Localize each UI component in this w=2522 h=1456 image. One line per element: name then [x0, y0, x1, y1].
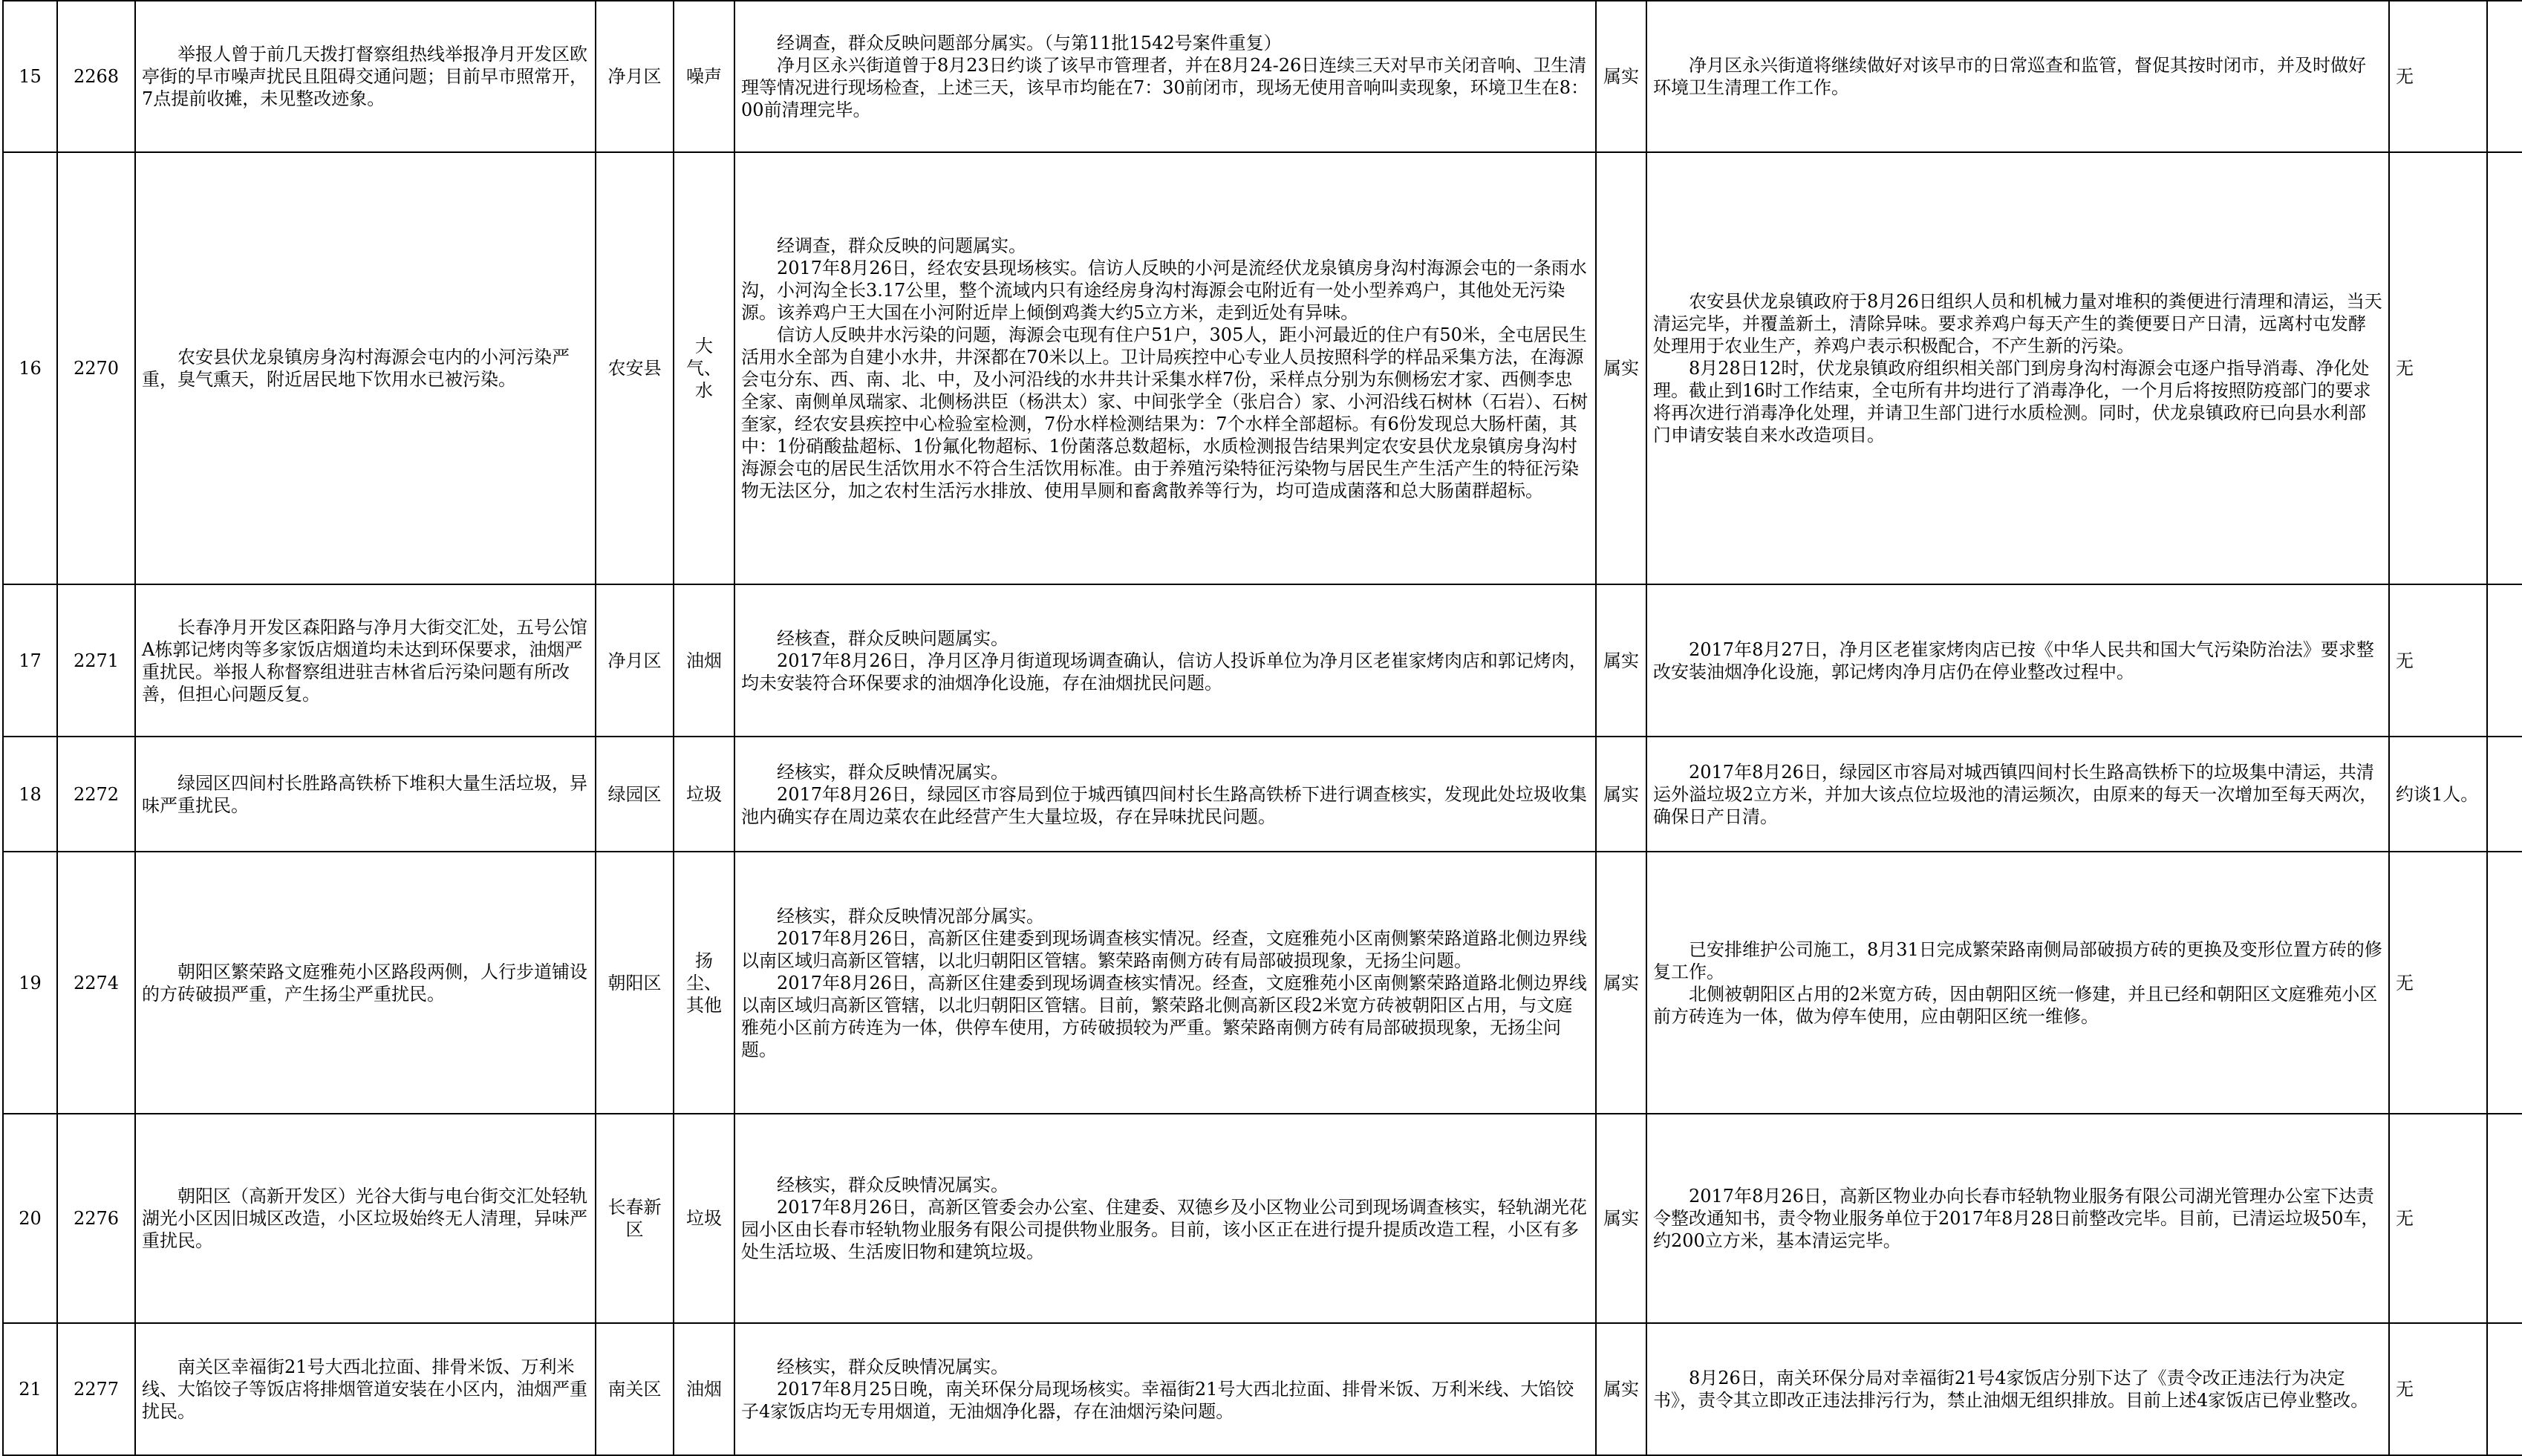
- investigation-paragraph: 2017年8月26日，绿园区市容局到位于城西镇四间村长生路高铁桥下进行调查核实，发现此处垃圾收集池内确实存在周边菜农在此经营产生大量垃圾，存在异味扰民问题。: [741, 783, 1587, 827]
- investigation-text: [734, 1114, 1596, 1323]
- verdict: 属实: [1596, 584, 1646, 737]
- accountability: 无: [2389, 152, 2487, 584]
- accountability: 无: [2389, 1323, 2487, 1455]
- extra-cell-1: [2487, 1114, 2522, 1323]
- complaint-paragraph: 农安县伏龙泉镇房身沟村海源会屯内的小河污染严重，臭气熏天，附近居民地下饮用水已被污染。: [142, 347, 570, 390]
- pollution-type: 垃圾: [674, 737, 734, 852]
- row-number: 15: [3, 1, 57, 152]
- rectification-paragraph: 2017年8月27日，净月区老崔家烤肉店已按《中华人民共和国大气污染防治法》要求整改安装油烟净化设施，郭记烤肉净月店仍在停业整改过程中。: [1653, 639, 2374, 682]
- verdict: 属实: [1596, 1114, 1646, 1323]
- rectification-paragraph: 2017年8月26日，高新区物业办向长春市轻轨物业服务有限公司湖光管理办公室下达责令整改通知书，责令物业服务单位于2017年8月28日前整改完毕。目前，已清运垃圾50车，约200立方米，基本清运完毕。: [1653, 1186, 2379, 1251]
- row-number: 17: [3, 584, 57, 737]
- complaint-paragraph: 朝阳区繁荣路文庭雅苑小区路段两侧，人行步道铺设的方砖破损严重，产生扬尘严重扰民。: [142, 961, 587, 1005]
- investigation-paragraph: 2017年8月26日，高新区住建委到现场调查核实情况。经查，文庭雅苑小区南侧繁荣路道路北侧边界线以南区域归高新区管辖，以北归朝阳区管辖。繁荣路南侧方砖有局部破损现象，无扬尘问题。: [741, 927, 1587, 971]
- table-row: [3, 852, 2522, 1114]
- investigation-text: [734, 152, 1596, 584]
- complaint-paragraph: 举报人曾于前几天拨打督察组热线举报净月开发区欧亭街的早市噪声扰民且阻碍交通问题；目前早市照常开，7点提前收摊，未见整改迹象。: [142, 44, 587, 109]
- rectification-paragraph: 已安排维护公司施工，8月31日完成繁荣路南侧局部破损方砖的更换及变形位置方砖的修复工作。: [1653, 938, 2382, 982]
- complaint-paragraph: 长春净月开发区森阳路与净月大街交汇处，五号公馆A栋郭记烤肉等多家饭店烟道均未达到环保要求，油烟严重扰民。举报人称督察组进驻吉林省后污染问题有所改善，但担心问题反复。: [142, 616, 587, 705]
- complaint-text: [135, 737, 596, 852]
- rectification-paragraph: 2017年8月26日，绿园区市容局对城西镇四间村长生路高铁桥下的垃圾集中清运，共清运外溢垃圾2立方米，并加大该点位垃圾池的清运频次，由原来的每天一次增加至每天两次，确保日产日清。: [1653, 761, 2378, 827]
- pollution-type: 垃圾: [674, 1114, 734, 1323]
- investigation-paragraph: 2017年8月25日晚，南关环保分局现场核实。幸福街21号大西北拉面、排骨米饭、万利米线、大馅饺子4家饭店均无专用烟道，无油烟净化器，存在油烟污染问题。: [741, 1379, 1574, 1422]
- table-row: [3, 737, 2522, 852]
- extra-cell-1: [2487, 152, 2522, 584]
- investigation-paragraph: 经调查，群众反映问题部分属实。（与第11批1542号案件重复）: [777, 33, 1282, 53]
- complaint-text: [135, 1114, 596, 1323]
- row-number: 18: [3, 737, 57, 852]
- rectification-text: [1646, 1, 2389, 152]
- investigation-paragraph: 净月区永兴街道曾于8月23日约谈了该早市管理者，并在8月24-26日连续三天对早市关闭音响、卫生清理等情况进行现场检查，上述三天，该早市均能在7：30前闭市，现场无使用音响叫卖现象，环境卫生在8：00前清理完毕。: [741, 55, 1589, 120]
- investigation-text: [734, 1, 1596, 152]
- rectification-text: [1646, 584, 2389, 737]
- rectification-text: [1646, 152, 2389, 584]
- accountability: 无: [2389, 1114, 2487, 1323]
- case-id: 2271: [57, 584, 135, 737]
- investigation-paragraph: 2017年8月26日，净月区净月街道现场调查确认，信访人投诉单位为净月区老崔家烤肉店和郭记烤肉，均未安装符合环保要求的油烟净化设施，存在油烟扰民问题。: [741, 650, 1587, 693]
- verdict: 属实: [1596, 852, 1646, 1114]
- investigation-paragraph: 2017年8月26日，高新区住建委到现场调查核实情况。经查，文庭雅苑小区南侧繁荣路道路北侧边界线以南区域归高新区管辖，以北归朝阳区管辖。目前，繁荣路北侧高新区段2米宽方砖被朝阳区占用，与文庭雅苑小区前方砖连为一体，供停车使用，方砖破损较为严重。繁荣路南侧方砖有局部破损现象，无扬尘问题。: [741, 972, 1587, 1060]
- case-id: 2276: [57, 1114, 135, 1323]
- accountability: 无: [2389, 584, 2487, 737]
- case-table: [2, 0, 2522, 1456]
- case-id: 2270: [57, 152, 135, 584]
- complaint-paragraph: 南关区幸福街21号大西北拉面、排骨米饭、万利米线、大馅饺子等饭店将排烟管道安装在小区内，油烟严重扰民。: [142, 1357, 587, 1422]
- rectification-paragraph: 8月26日，南关环保分局对幸福街21号4家饭店分别下达了《责令改正违法行为决定书》，责令其立即改正违法排污行为，禁止油烟无组织排放。目前上述4家饭店已停业整改。: [1653, 1368, 2369, 1411]
- case-id: 2277: [57, 1323, 135, 1455]
- investigation-paragraph: 经核实，群众反映情况属实。: [777, 1175, 1009, 1195]
- accountability: 约谈1人。: [2389, 737, 2487, 852]
- rectification-paragraph: 8月28日12时，伏龙泉镇政府组织相关部门到房身沟村海源会屯逐户指导消毒、净化处理。截止到16时工作结束，全屯所有井均进行了消毒净化，一个月后将按照防疫部门的要求将再次进行消毒净化处理，并请卫生部门进行水质检测。同时，伏龙泉镇政府已向县水利部门申请安装自来水改造项目。: [1653, 358, 2371, 445]
- complaint-paragraph: 绿园区四间村长胜路高铁桥下堆积大量生活垃圾，异味严重扰民。: [142, 772, 587, 816]
- investigation-text: [734, 852, 1596, 1114]
- pollution-type: 油烟: [674, 1323, 734, 1455]
- row-number: 20: [3, 1114, 57, 1323]
- table-row: [3, 1, 2522, 152]
- district: 长春新区: [596, 1114, 674, 1323]
- investigation-text: [734, 1323, 1596, 1455]
- extra-cell-1: [2487, 852, 2522, 1114]
- rectification-text: [1646, 737, 2389, 852]
- district: 绿园区: [596, 737, 674, 852]
- rectification-text: [1646, 852, 2389, 1114]
- case-rows: [3, 1, 2522, 1455]
- district: 净月区: [596, 1, 674, 152]
- rectification-paragraph: 农安县伏龙泉镇政府于8月26日组织人员和机械力量对堆积的粪便进行清理和清运，当天清运完毕，并覆盖新土，清除异味。要求养鸡户每天产生的粪便要日产日清，远离村屯发酵处理用于农业生产，养鸡户表示积极配合，不产生新的污染。: [1653, 291, 2382, 356]
- pollution-type: 油烟: [674, 584, 734, 737]
- complaint-text: [135, 584, 596, 737]
- table-row: [3, 152, 2522, 584]
- investigation-paragraph: 经核实，群众反映情况部分属实。: [777, 905, 1044, 927]
- investigation-paragraph: 经调查，群众反映的问题属实。: [777, 235, 1026, 256]
- row-number: 21: [3, 1323, 57, 1455]
- pollution-type: 噪声: [674, 1, 734, 152]
- pollution-type: 大气、水: [674, 152, 734, 584]
- extra-cell-1: [2487, 1, 2522, 152]
- rectification-paragraph: 北侧被朝阳区占用的2米宽方砖，因由朝阳区统一修建，并且已经和朝阳区文庭雅苑小区前方砖连为一体，做为停车使用，应由朝阳区统一维修。: [1653, 983, 2378, 1027]
- table-row: [3, 1323, 2522, 1455]
- verdict: 属实: [1596, 737, 1646, 852]
- case-id: 2274: [57, 852, 135, 1114]
- extra-cell-1: [2487, 584, 2522, 737]
- case-id: 2268: [57, 1, 135, 152]
- pollution-type: 扬尘、其他: [674, 852, 734, 1114]
- verdict: 属实: [1596, 1, 1646, 152]
- district: 净月区: [596, 584, 674, 737]
- case-id: 2272: [57, 737, 135, 852]
- complaint-text: [135, 1, 596, 152]
- investigation-paragraph: 2017年8月26日，高新区管委会办公室、住建委、双德乡及小区物业公司到现场调查核实，轻轨湖光花园小区由长春市轻轨物业服务有限公司提供物业服务。目前，该小区正在进行提升提质改造工程，小区有多处生活垃圾、生活废旧物和建筑垃圾。: [741, 1197, 1587, 1262]
- investigation-text: [734, 584, 1596, 737]
- complaint-text: [135, 152, 596, 584]
- complaint-paragraph: 朝阳区（高新开发区）光谷大街与电台街交汇处轻轨湖光小区因旧城区改造，小区垃圾始终无人清理，异味严重扰民。: [142, 1186, 587, 1251]
- investigation-paragraph: 经核实，群众反映情况属实。: [777, 1357, 1009, 1377]
- extra-cell-1: [2487, 737, 2522, 852]
- table-row: [3, 1114, 2522, 1323]
- row-number: 16: [3, 152, 57, 584]
- district: 南关区: [596, 1323, 674, 1455]
- accountability: 无: [2389, 852, 2487, 1114]
- verdict: 属实: [1596, 152, 1646, 584]
- rectification-paragraph: 净月区永兴街道将继续做好对该早市的日常巡查和监管，督促其按时闭市，并及时做好环境卫生清理工作工作。: [1653, 55, 2366, 98]
- accountability: 无: [2389, 1, 2487, 152]
- investigation-paragraph: 经核查，群众反映问题属实。: [777, 627, 1009, 649]
- row-number: 19: [3, 852, 57, 1114]
- district: 农安县: [596, 152, 674, 584]
- complaint-text: [135, 852, 596, 1114]
- investigation-text: [734, 737, 1596, 852]
- rectification-text: [1646, 1323, 2389, 1455]
- table-row: [3, 584, 2522, 737]
- complaint-text: [135, 1323, 596, 1455]
- district: 朝阳区: [596, 852, 674, 1114]
- verdict: 属实: [1596, 1323, 1646, 1455]
- investigation-paragraph: 信访人反映井水污染的问题，海源会屯现有住户51户，305人，距小河最近的住户有50米，全屯居民生活用水全部为自建小水井，井深都在70米以上。卫计局疾控中心专业人员按照科学的样品采集方法，在海源会屯分东、西、南、北、中，及小河沿线的水井共计采集水样7份，采样点分别为东侧杨宏才家、西侧李忠全家、南侧单凤瑞家、北侧杨洪臣（杨洪太）家、中间张学全（张启合）家、小河沿线石树林（石岩）、石树奎家，经农安县疾控中心检验室检测，7份水样检测结果为：7个水样全部超标。有6份发现总大肠杆菌，其中：1份硝酸盐超标、1份氟化物超标、1份菌落总数超标，水质检测报告结果判定农安县伏龙泉镇房身沟村海源会屯的居民生活饮用水不符合生活饮用标准。由于养殖污染特征污染物与居民生产生活产生的特征污染物无法区分，加之农村生活污水排放、使用旱厕和畜禽散养等行为，均可造成菌落和总大肠菌群超标。: [741, 324, 1588, 501]
- extra-cell-1: [2487, 1323, 2522, 1455]
- rectification-text: [1646, 1114, 2389, 1323]
- investigation-paragraph: 经核实，群众反映情况属实。: [777, 761, 1009, 783]
- investigation-paragraph: 2017年8月26日，经农安县现场核实。信访人反映的小河是流经伏龙泉镇房身沟村海源会屯的一条雨水沟，小河沟全长3.17公里，整个流域内只有途经房身沟村海源会屯附近有一处小型养鸡户，其他处无污染源。该养鸡户王大国在小河附近岸上倾倒鸡粪大约5立方米，走到近处有异味。: [741, 258, 1587, 323]
